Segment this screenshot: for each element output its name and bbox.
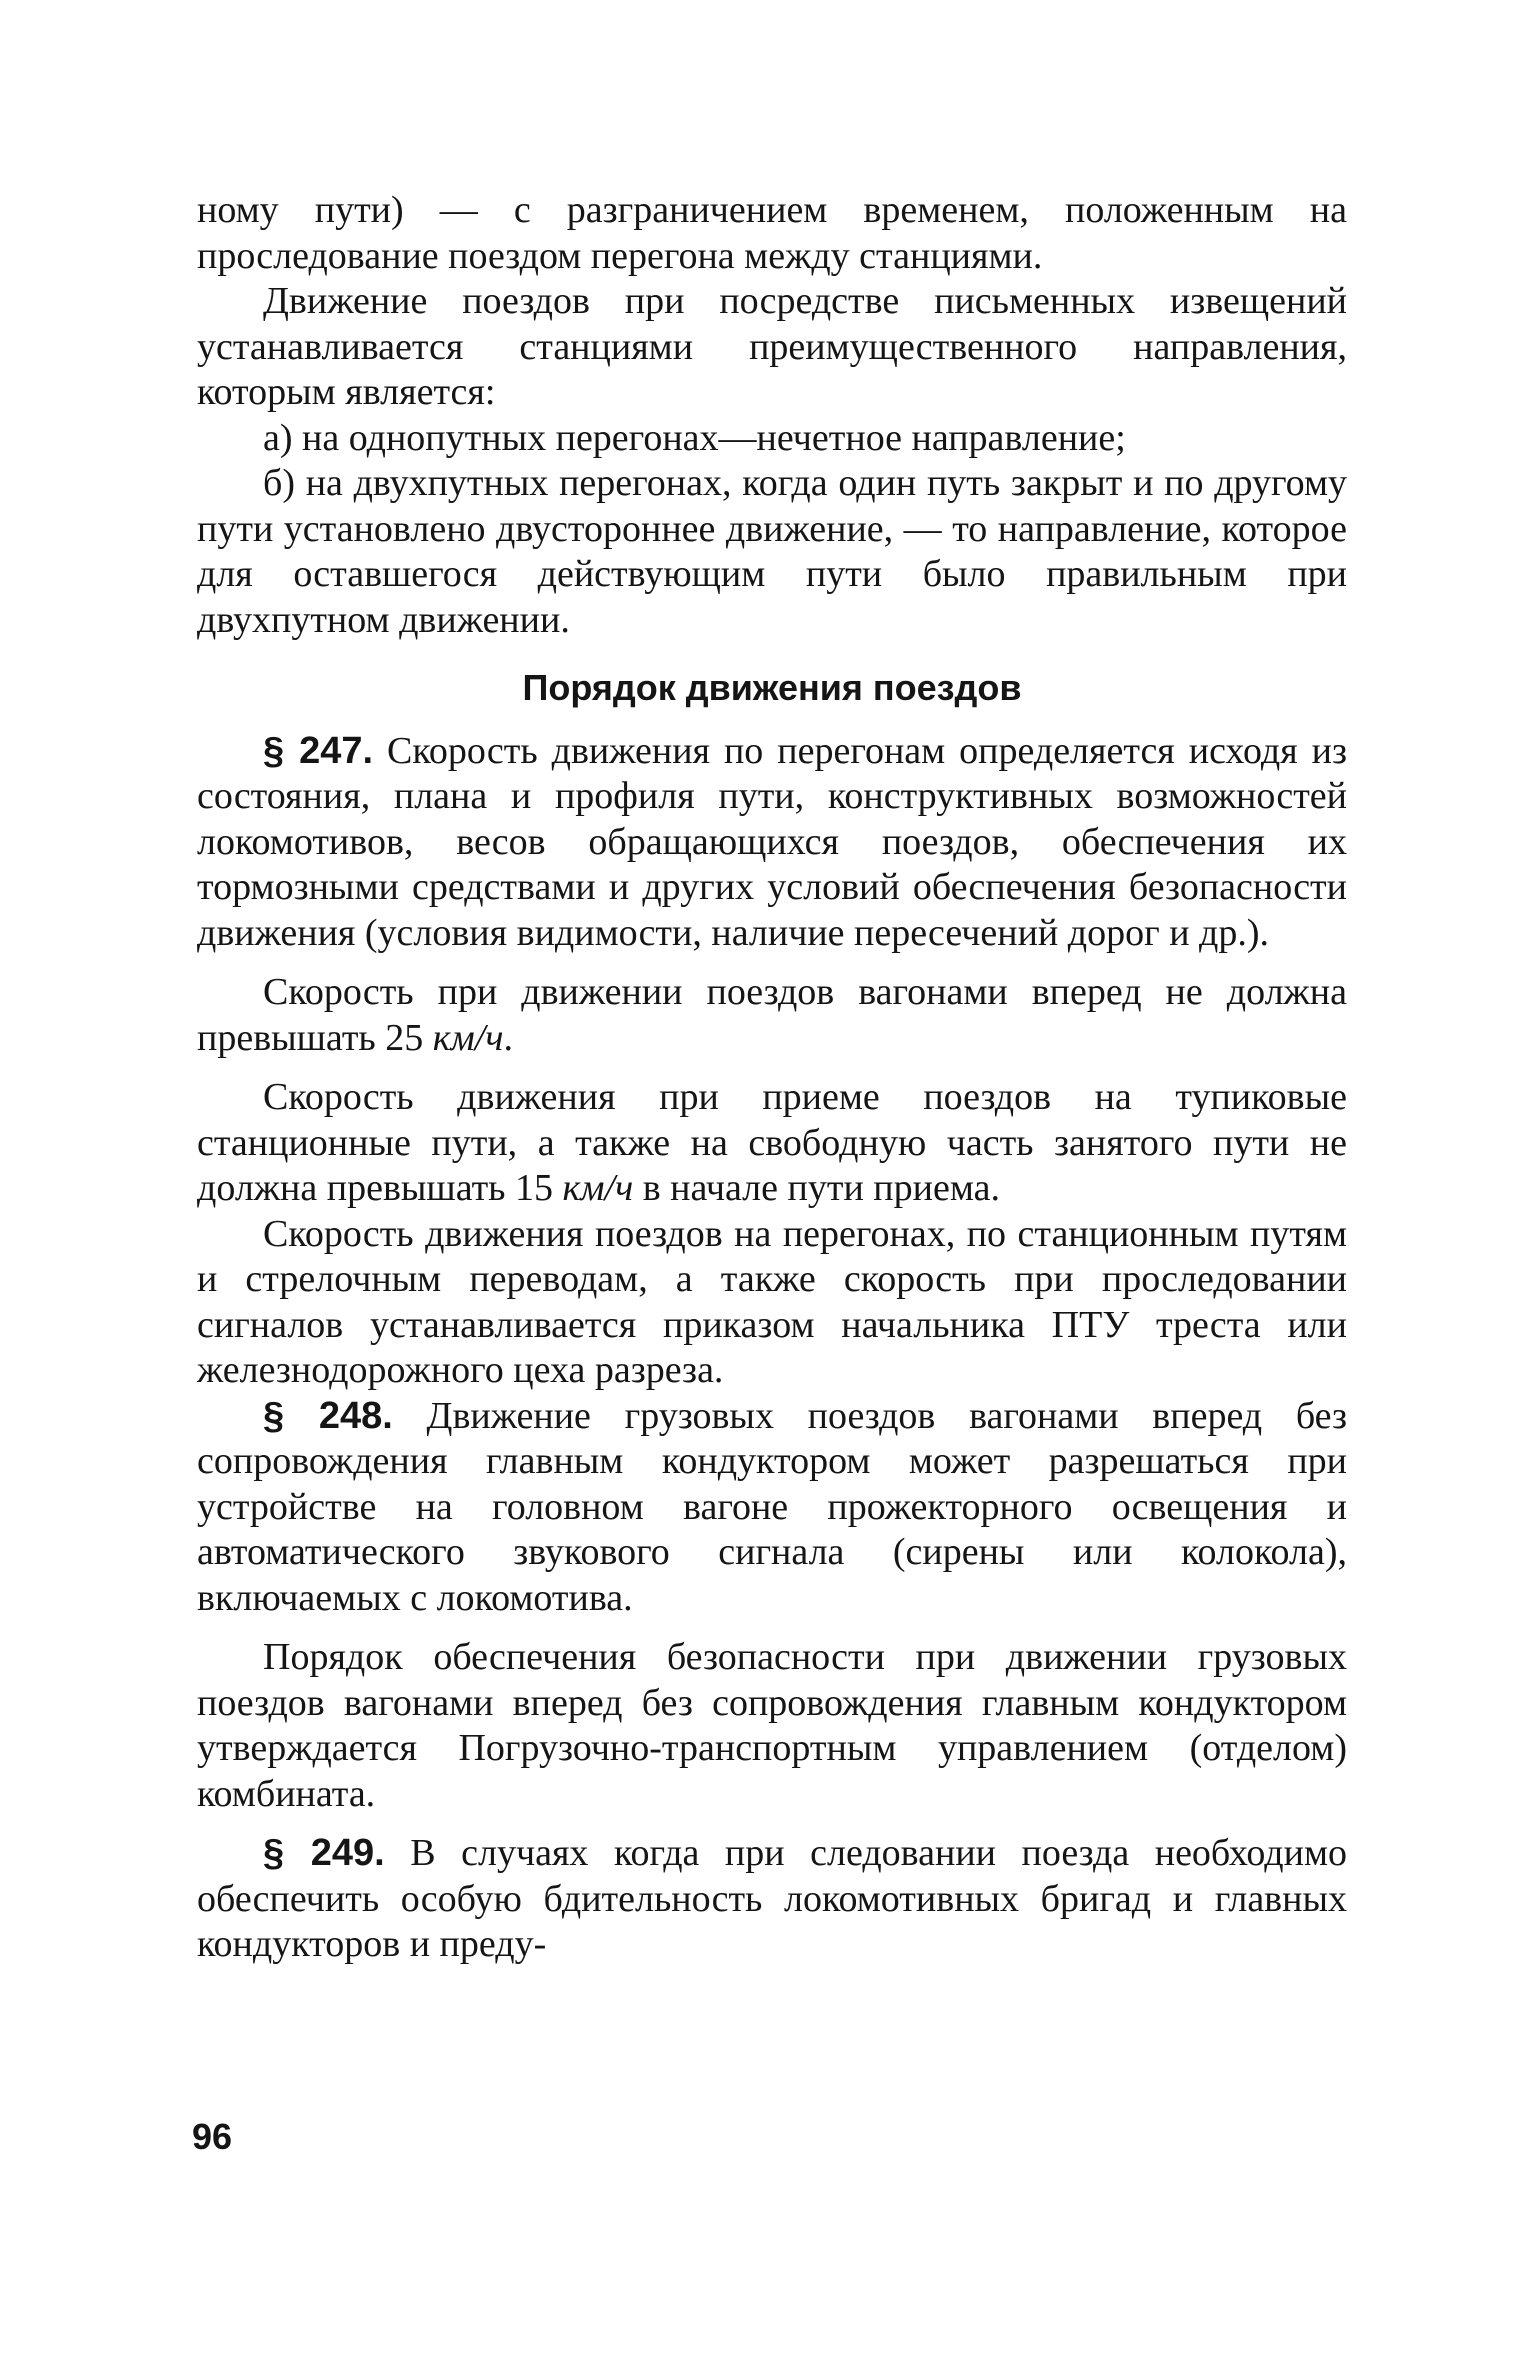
intro-continuation-paragraph: ному пути) — с разграничением временем, положенным на проследование поездом перегона между станциями. [197,189,1347,277]
paragraph-247 [197,729,1347,957]
speed-25-end: . [503,1016,513,1059]
paragraph-speed-15 [197,1075,1347,1212]
speed-15-text: Скорость движения при приеме поездов на тупиковые станционные пути, а также на свободную часть занятого пути не должна превышать 15 [197,1076,1347,1209]
section-number-247: § 247. [263,729,374,772]
paragraph-speed-25 [197,970,1347,1061]
list-item-b: б) на двухпутных перегонах, когда один путь закрыт и по другому пути установлено двустороннее движение, — то направление, которое для оставшегося действующим пути было правильным при двухпутном движении. [197,462,1347,641]
page-body [197,188,1347,1968]
list-item-a: а) на однопутных перегонах—нечетное направление; [263,416,1126,459]
paragraph-248-text: Движение грузовых поездов вагонами вперед без сопровождения главным кондуктором может разрешаться при устройстве на головном вагоне прожекторного освещения и автоматического звукового сигнала (сирены или колокола), включаемых с локомотива. [197,1394,1348,1619]
paragraph-247-text: Скорость движения по перегонам определяется исходя из состояния, плана и профиля пути, конструктивных возможностей локомотивов, весов обращающихся поездов, обеспечения их тормозными средствами и других условий обеспечения безопасности движения (условия видимости, наличие пересечений дорог и др.). [197,729,1347,954]
speed-25-text: Скорость при движении поездов вагонами вперед не должна превышать 25 [197,971,1347,1059]
section-number-248: § 248. [263,1394,393,1437]
paragraph-249-text: В случаях когда при следовании поезда необходимо обеспечить особую бдительность локомотивных бригад и главных кондукторов и преду- [197,1832,1347,1965]
section-number-249: § 249. [263,1832,385,1874]
section-heading: Порядок движения поездов [522,667,1022,708]
paragraph-speed-order: Скорость движения поездов на перегонах, по станционным путям и стрелочным переводам, а также скорость при проследовании сигналов устанавливается приказом начальника ПТУ треста или железнодорожного цеха разреза. [197,1212,1347,1391]
speed-15-unit: км/ч [562,1167,634,1209]
paragraph-248 [197,1394,1347,1622]
page-number: 96 [192,2116,233,2157]
intro-paragraph-2: Движение поездов при посредстве письменных извещений устанавливается станциями преимущественного направления, которым является: [197,280,1347,413]
paragraph-safety: Порядок обеспечения безопасности при движении грузовых поездов вагонами вперед без сопровождения главным кондуктором утверждается Погрузочно-транспортным управлением (отделом) комбината. [197,1636,1347,1815]
paragraph-249 [197,1831,1347,1968]
speed-15-end: в начале пути приема. [633,1167,1000,1209]
speed-25-unit: км/ч [432,1016,504,1059]
